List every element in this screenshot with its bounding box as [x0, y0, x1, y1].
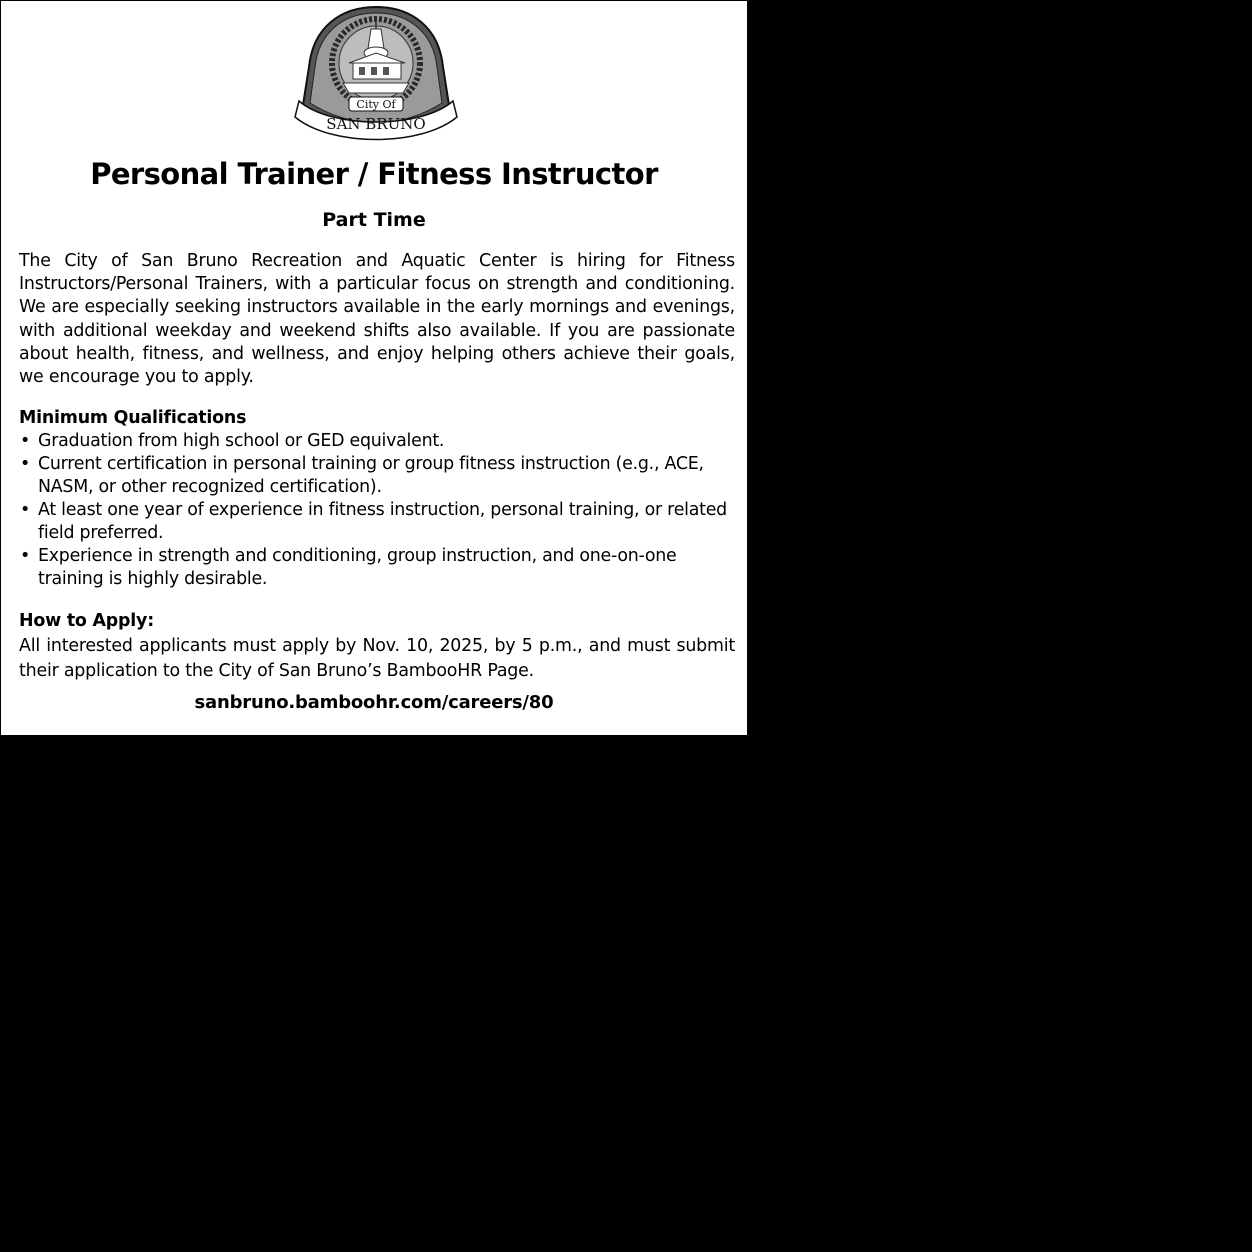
job-posting: [0, 0, 748, 736]
careers-link[interactable]: sanbruno.bamboohr.com/careers/80: [194, 692, 554, 713]
apply-instructions: All interested applicants must apply by Nov. 10, 2025, by 5 p.m., and must submit their application to the City of San Bruno’s BambooHR Page.: [19, 636, 735, 681]
qualification-text: Experience in strength and conditioning, group instruction, and one-on-one training is highly desirable.: [38, 546, 677, 589]
bullet-icon: •: [20, 546, 31, 566]
city-seal-logo: [291, 5, 461, 151]
list-item: [19, 430, 743, 453]
bullet-icon: •: [20, 454, 31, 474]
list-item: [19, 545, 743, 591]
bullet-icon: •: [20, 431, 31, 451]
seal-city-of-text: City Of: [356, 98, 396, 111]
qualifications-heading: Minimum Qualifications: [19, 408, 247, 428]
job-type: Part Time: [322, 209, 426, 231]
seal-san-bruno-text: SAN BRUNO: [326, 115, 426, 133]
qualification-text: Current certification in personal training or group fitness instruction (e.g., ACE, NASM, or other recognized certification).: [38, 454, 704, 497]
list-item: [19, 453, 743, 499]
job-title: Personal Trainer / Fitness Instructor: [90, 157, 658, 191]
how-to-apply-heading: How to Apply:: [19, 611, 154, 631]
qualification-text: At least one year of experience in fitness instruction, personal training, or related field preferred.: [38, 500, 727, 543]
qualification-text: Graduation from high school or GED equivalent.: [38, 431, 445, 451]
list-item: [19, 499, 743, 545]
qualifications-list: [19, 430, 743, 591]
bullet-icon: •: [20, 500, 31, 520]
job-description: The City of San Bruno Recreation and Aquatic Center is hiring for Fitness Instructors/Personal Trainers, with a particular focus on strength and conditioning. We are especially seeking instructors available in the early mornings and evenings, with additional weekday and weekend shifts also available. If you are passionate about health, fitness, and wellness, and enjoy helping others achieve their goals, we encourage you to apply.: [19, 251, 735, 388]
